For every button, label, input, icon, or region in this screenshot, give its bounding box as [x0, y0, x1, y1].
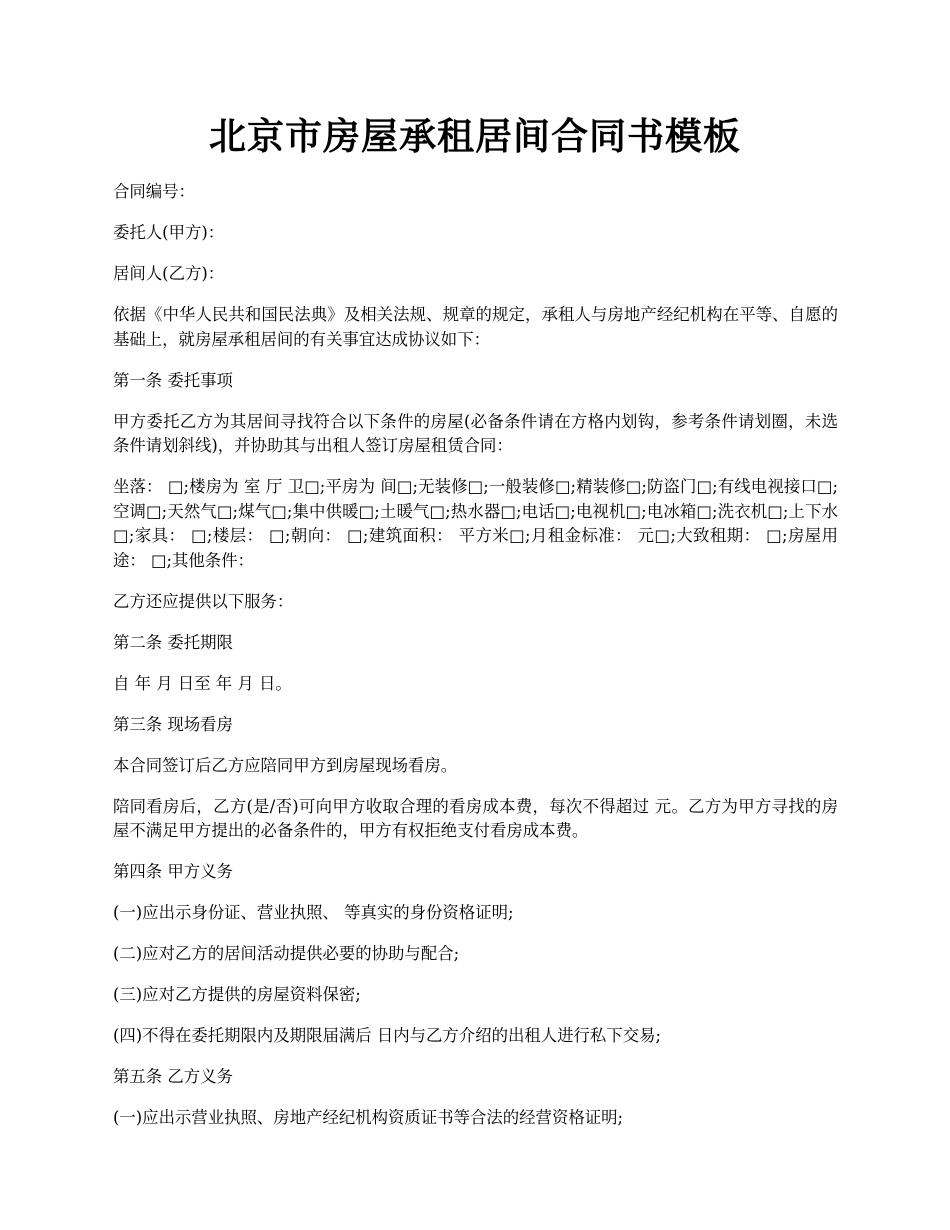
article-3-heading: 第三条 现场看房 — [113, 714, 233, 734]
preamble-paragraph: 依据《中华人民共和国民法典》及相关法规、规章的规定，承租人与房地产经纪机构在平等、自愿的基础上，就房屋承租居间的有关事宜达成协议如下： — [113, 305, 838, 349]
house-conditions-paragraph: 坐落： □;楼房为 室 厅 卫□;平房为 间□;无装修□;一般装修□;精装修□;防盗门□;有线电视接口□;空调□;天然气□;煤气□;集中供暖□;土暖气□;热水器□;电话□;电视机□;电冰箱□;洗衣机□;上下水□;家具： □;楼层： □;朝向： □;建筑面积： 平方米□;月租金标准： 元□;大致租期： □;房屋用途： □;其他条件： — [113, 477, 838, 570]
party-a-line: 委托人(甲方)： — [113, 223, 225, 242]
article-5-heading: 第五条 乙方义务 — [113, 1067, 233, 1086]
viewing-fee-paragraph: 陪同看房后，乙方(是/否)可向甲方收取合理的看房成本费，每次不得超过 元。乙方为甲方寻找的房屋不满足甲方提出的必备条件的，甲方有权拒绝支付看房成本费。 — [113, 796, 838, 840]
party-a-duty-1: (一)应出示身份证、营业执照、 等真实的身份资格证明; — [113, 903, 514, 922]
term-period-line: 自 年 月 日至 年 月 日。 — [113, 673, 292, 693]
party-b-duty-1: (一)应出示营业执照、房地产经纪机构资质证书等合法的经营资格证明; — [113, 1108, 624, 1127]
additional-services-line: 乙方还应提供以下服务： — [113, 591, 294, 611]
party-b-line: 居间人(乙方)： — [113, 264, 225, 283]
contract-number-line: 合同编号： — [113, 182, 195, 201]
article-1-paragraph: 甲方委托乙方为其居间寻找符合以下条件的房屋(必备条件请在方格内划钩，参考条件请划圈，未选条件请划斜线)，并协助其与出租人签订房屋租赁合同： — [113, 411, 838, 455]
article-2-heading: 第二条 委托期限 — [113, 632, 233, 652]
party-a-duty-3: (三)应对乙方提供的房屋资料保密; — [113, 985, 361, 1004]
party-a-duty-2: (二)应对乙方的居间活动提供必要的协助与配合; — [113, 944, 460, 963]
article-1-heading: 第一条 委托事项 — [113, 370, 233, 390]
party-a-duty-4: (四)不得在委托期限内及期限届满后 日内与乙方介绍的出租人进行私下交易; — [113, 1026, 662, 1045]
article-4-heading: 第四条 甲方义务 — [113, 862, 233, 881]
viewing-paragraph: 本合同签订后乙方应陪同甲方到房屋现场看房。 — [113, 755, 458, 775]
document-body — [113, 180, 838, 1147]
document-title: 北京市房屋承租居间合同书模板 — [209, 114, 741, 158]
